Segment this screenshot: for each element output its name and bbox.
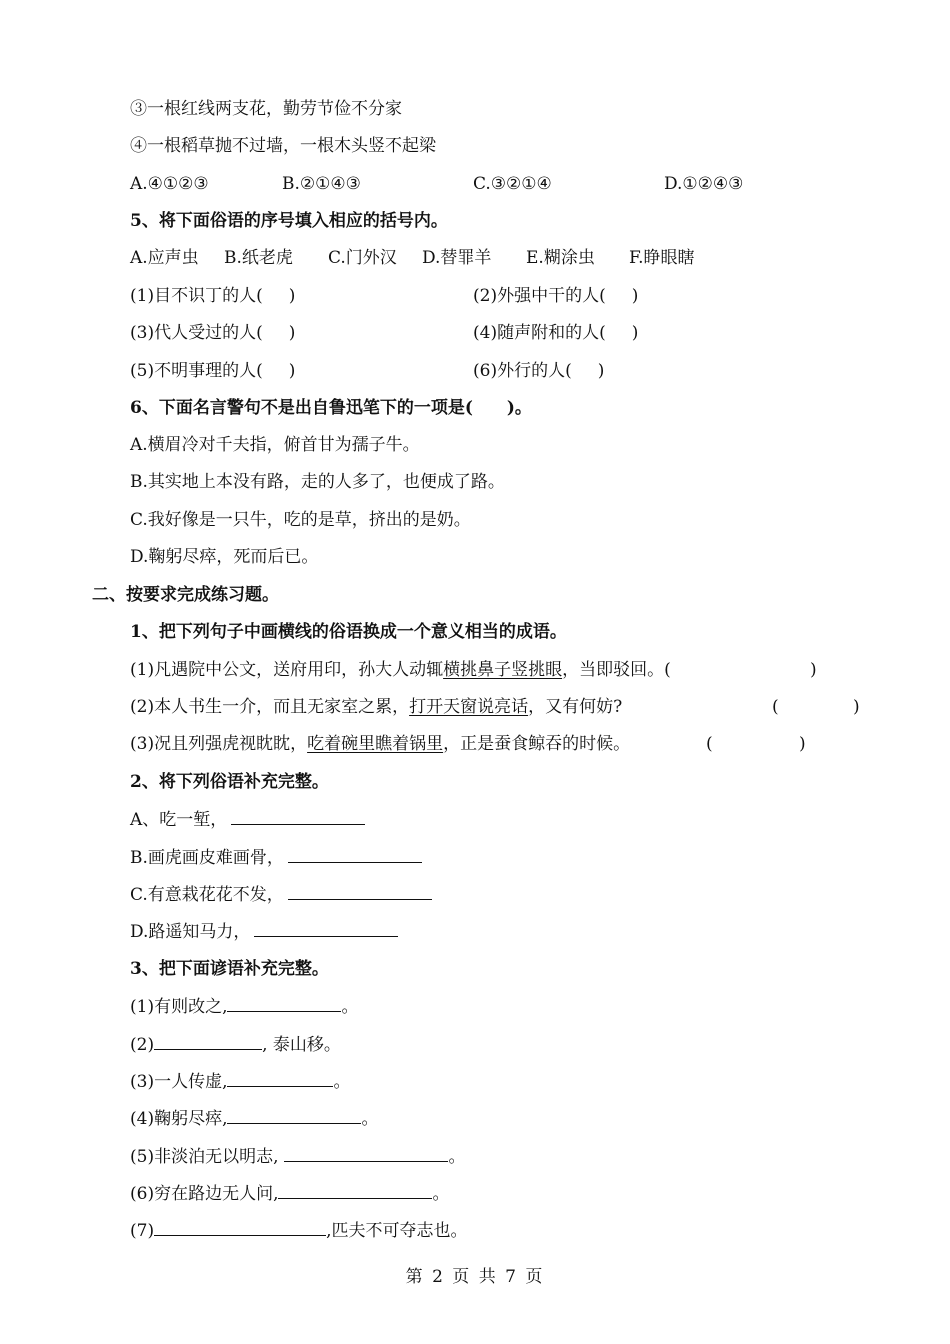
q5-choice-f: F.睁眼瞎 [629,248,695,268]
underlined-proverb-1: 横挑鼻子竖挑眼 [443,660,563,680]
q6-option-b: B.其实地上本没有路，走的人多了，也便成了路。 [130,472,505,492]
q5-item-1: (1)目不识丁的人( ) [130,286,296,306]
q5-title: 5、将下面俗语的序号填入相应的括号内。 [130,211,448,231]
s2-q2-item-d: D.路遥知马力， [130,920,398,943]
s2-q3-item-7: (7) ,匹夫不可夺志也。 [130,1221,468,1241]
q4-item-4: ④一根稻草抛不过墙，一根木头竖不起梁 [130,136,436,156]
answer-blank[interactable] [278,1182,432,1199]
s2-q3-item-5: (5)非淡泊无以明志, 。 [130,1147,466,1167]
q5-choice-d: D.替罪羊 [422,248,492,268]
q6-title: 6、下面名言警句不是出自鲁迅笔下的一项是( )。 [130,398,532,418]
s2-q1-title: 1、把下列句子中画横线的俗语换成一个意义相当的成语。 [130,622,567,642]
answer-blank[interactable] [254,920,398,937]
page-footer: 第 2 页 共 7 页 [405,1267,545,1287]
q5-item-5: (5)不明事理的人( ) [130,361,296,381]
q6-option-a: A.横眉冷对千夫指，俯首甘为孺子牛。 [130,435,420,455]
q4-option-c: C.③②①④ [473,174,552,194]
q5-item-6: (6)外行的人( ) [473,361,605,381]
s2-q1-sentence-2: (2)本人书生一介，而且无家室之累，打开天窗说亮话，又有何妨? [130,697,623,717]
s2-q2-item-b: B.画虎画皮难画骨， [130,846,422,869]
s2-q1-paren-close-1: ) [810,660,817,680]
s2-q1-sentence-1: (1)凡遇院中公文，送府用印，孙大人动辄横挑鼻子竖挑眼，当即驳回。( [130,660,671,680]
section2-title: 二、按要求完成练习题。 [92,585,279,605]
q5-item-2: (2)外强中干的人( ) [473,286,639,306]
q6-option-d: D.鞠躬尽瘁，死而后已。 [130,547,319,567]
q5-choice-a: A.应声虫 [130,248,199,268]
underlined-proverb-3: 吃着碗里瞧着锅里 [307,734,444,754]
answer-blank[interactable] [227,1107,361,1124]
q4-option-b: B.②①④③ [282,174,361,194]
s2-q1-paren-close-2: ) [853,697,860,717]
s2-q1-paren-open-3: ( [706,734,713,754]
underlined-proverb-2: 打开天窗说亮话 [409,697,529,717]
answer-blank[interactable] [154,1219,326,1236]
answer-blank[interactable] [288,883,432,900]
answer-blank[interactable] [288,846,422,863]
s2-q3-item-6: (6)穷在路边无人问, 。 [130,1184,450,1204]
q6-option-c: C.我好像是一只牛，吃的是草，挤出的是奶。 [130,510,471,530]
s2-q2-title: 2、将下列俗语补充完整。 [130,772,329,792]
answer-blank[interactable] [227,1070,333,1087]
s2-q2-item-c: C.有意栽花花不发， [130,883,432,906]
answer-blank[interactable] [284,1145,448,1162]
s2-q3-item-3: (3)一人传虚, 。 [130,1072,351,1092]
q5-item-3: (3)代人受过的人( ) [130,323,296,343]
q5-choice-e: E.糊涂虫 [526,248,595,268]
s2-q1-paren-open-2: ( [772,697,779,717]
s2-q2-item-a: A、吃一堑， [130,808,365,831]
q4-item-3: ③一根红线两支花，勤劳节俭不分家 [130,99,402,119]
s2-q1-sentence-3: (3)况且列强虎视眈眈，吃着碗里瞧着锅里，正是蚕食鲸吞的时候。 [130,734,631,754]
s2-q1-paren-close-3: ) [799,734,806,754]
answer-blank[interactable] [231,808,365,825]
answer-blank[interactable] [227,995,341,1012]
s2-q3-item-1: (1)有则改之, 。 [130,997,359,1017]
s2-q3-item-2: (2) , 泰山移。 [130,1035,341,1055]
q4-option-d: D.①②④③ [664,174,744,194]
s2-q3-title: 3、把下面谚语补充完整。 [130,959,329,979]
q5-item-4: (4)随声附和的人( ) [473,323,639,343]
answer-blank[interactable] [154,1033,262,1050]
s2-q3-item-4: (4)鞠躬尽瘁, 。 [130,1109,379,1129]
q4-option-a: A.④①②③ [130,174,209,194]
q5-choice-c: C.门外汉 [328,248,397,268]
q5-choice-b: B.纸老虎 [224,248,293,268]
